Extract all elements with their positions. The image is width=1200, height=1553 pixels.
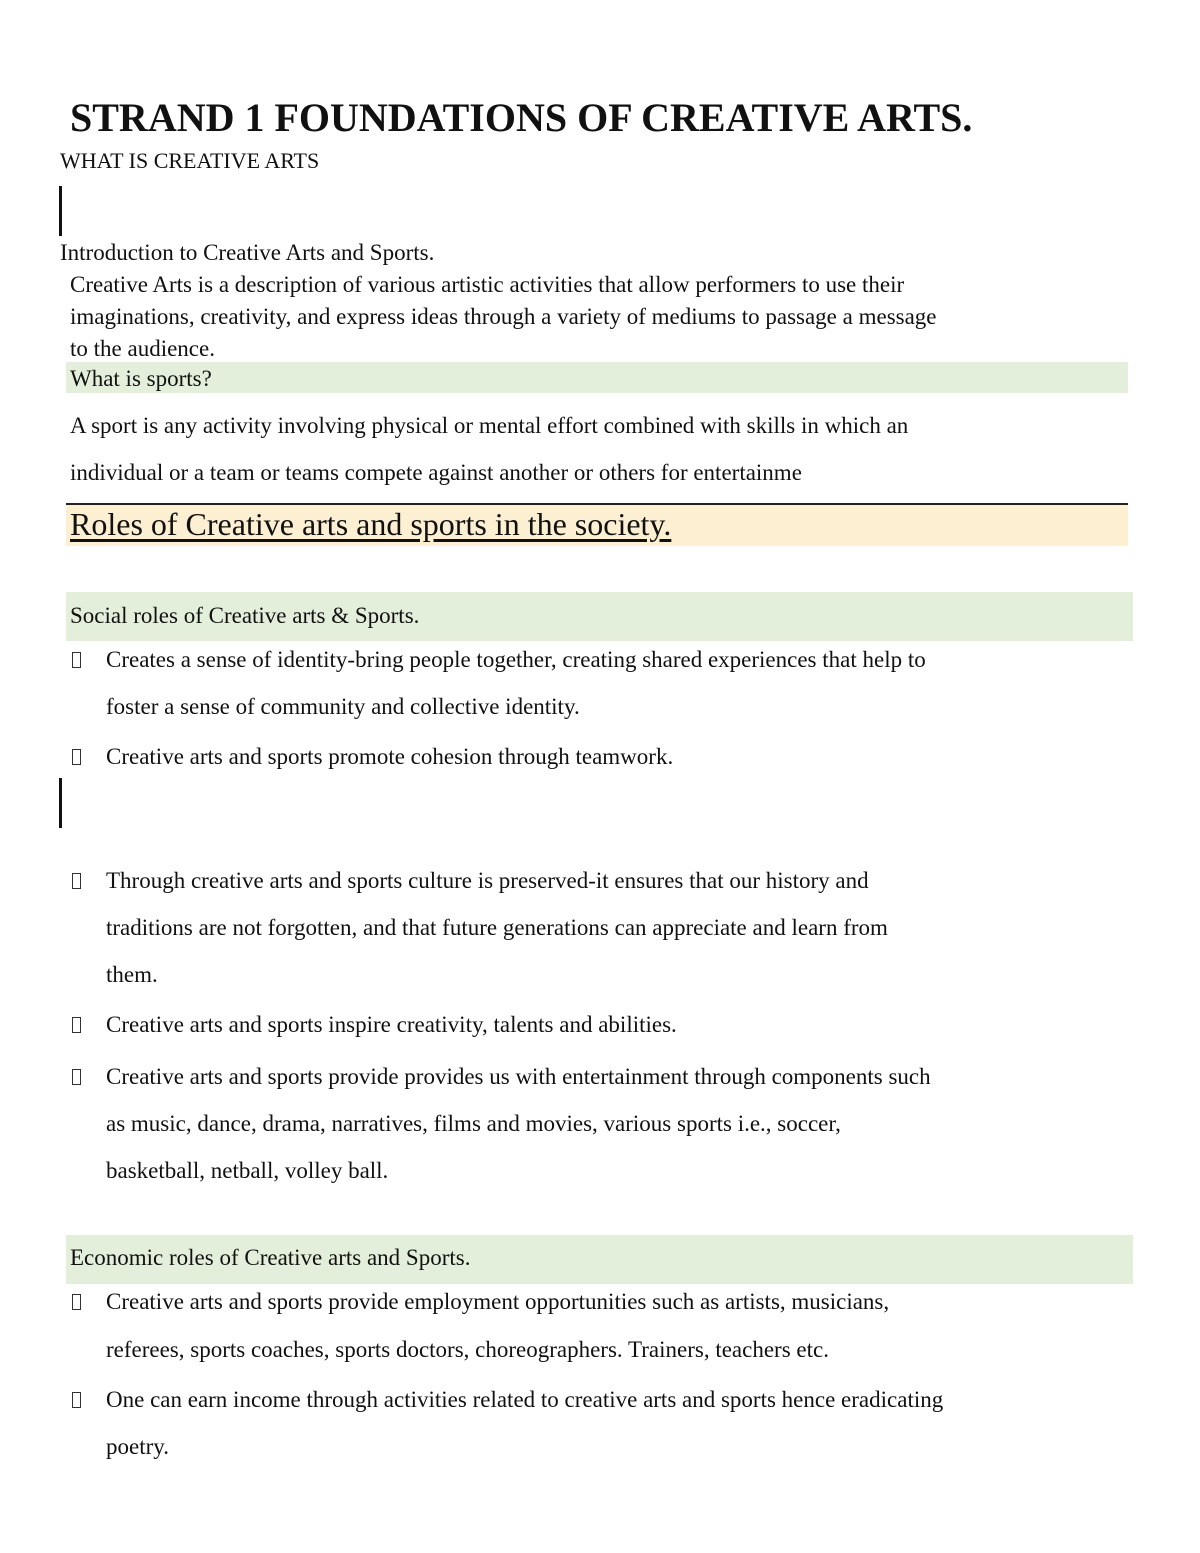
bullet-line: Creates a sense of identity-bring people together, creating shared experiences that help to — [106, 647, 926, 672]
bullet-line: as music, dance, drama, narratives, films and movies, various sports i.e., soccer, — [106, 1111, 841, 1136]
economic-heading: Economic roles of Creative arts and Sports. — [70, 1245, 471, 1270]
bullet-line: Creative arts and sports provide provides us with entertainment through components such — [106, 1064, 931, 1089]
roles-heading: Roles of Creative arts and sports in the society. — [70, 506, 672, 542]
text-cursor — [59, 186, 62, 236]
sports-definition-line: A sport is any activity involving physical or mental effort combined with skills in which an — [70, 413, 909, 438]
bullet-line: One can earn income through activities related to creative arts and sports hence eradicating — [106, 1387, 944, 1412]
bullet-marker-icon — [72, 1017, 81, 1033]
bullet-marker-icon — [72, 652, 81, 668]
text-cursor — [59, 778, 62, 828]
definition-line: Creative Arts is a description of various artistic activities that allow performers to use their — [70, 272, 905, 297]
bullet-line: Creative arts and sports promote cohesion through teamwork. — [106, 744, 674, 769]
definition-line: imaginations, creativity, and express ideas through a variety of mediums to passage a message — [70, 304, 937, 329]
bullet-line: basketball, netball, volley ball. — [106, 1158, 389, 1183]
bullet-line: poetry. — [106, 1434, 170, 1459]
sports-heading: What is sports? — [70, 366, 212, 391]
definition-line: to the audience. — [70, 336, 215, 361]
bullet-marker-icon — [72, 1069, 81, 1085]
page-title: STRAND 1 FOUNDATIONS OF CREATIVE ARTS. — [70, 95, 973, 140]
sports-heading-band — [66, 362, 1128, 393]
intro-heading: Introduction to Creative Arts and Sports. — [60, 240, 435, 265]
bullet-line: Creative arts and sports provide employment opportunities such as artists, musicians, — [106, 1289, 890, 1314]
bullet-line: Through creative arts and sports culture is preserved-it ensures that our history and — [106, 868, 869, 893]
social-heading: Social roles of Creative arts & Sports. — [70, 603, 420, 628]
bullet-marker-icon — [72, 873, 81, 889]
bullet-line: Creative arts and sports inspire creativity, talents and abilities. — [106, 1012, 677, 1037]
bullet-marker-icon — [72, 1392, 81, 1408]
bullet-line: foster a sense of community and collective identity. — [106, 694, 580, 719]
bullet-marker-icon — [72, 749, 81, 765]
bullet-line: them. — [106, 962, 158, 987]
page-subtitle: WHAT IS CREATIVE ARTS — [60, 148, 320, 173]
bullet-line: referees, sports coaches, sports doctors, choreographers. Trainers, teachers etc. — [106, 1337, 829, 1362]
sports-definition-line: individual or a team or teams compete against another or others for entertainme — [70, 460, 802, 485]
bullet-line: traditions are not forgotten, and that future generations can appreciate and learn from — [106, 915, 888, 940]
bullet-marker-icon — [72, 1294, 81, 1310]
